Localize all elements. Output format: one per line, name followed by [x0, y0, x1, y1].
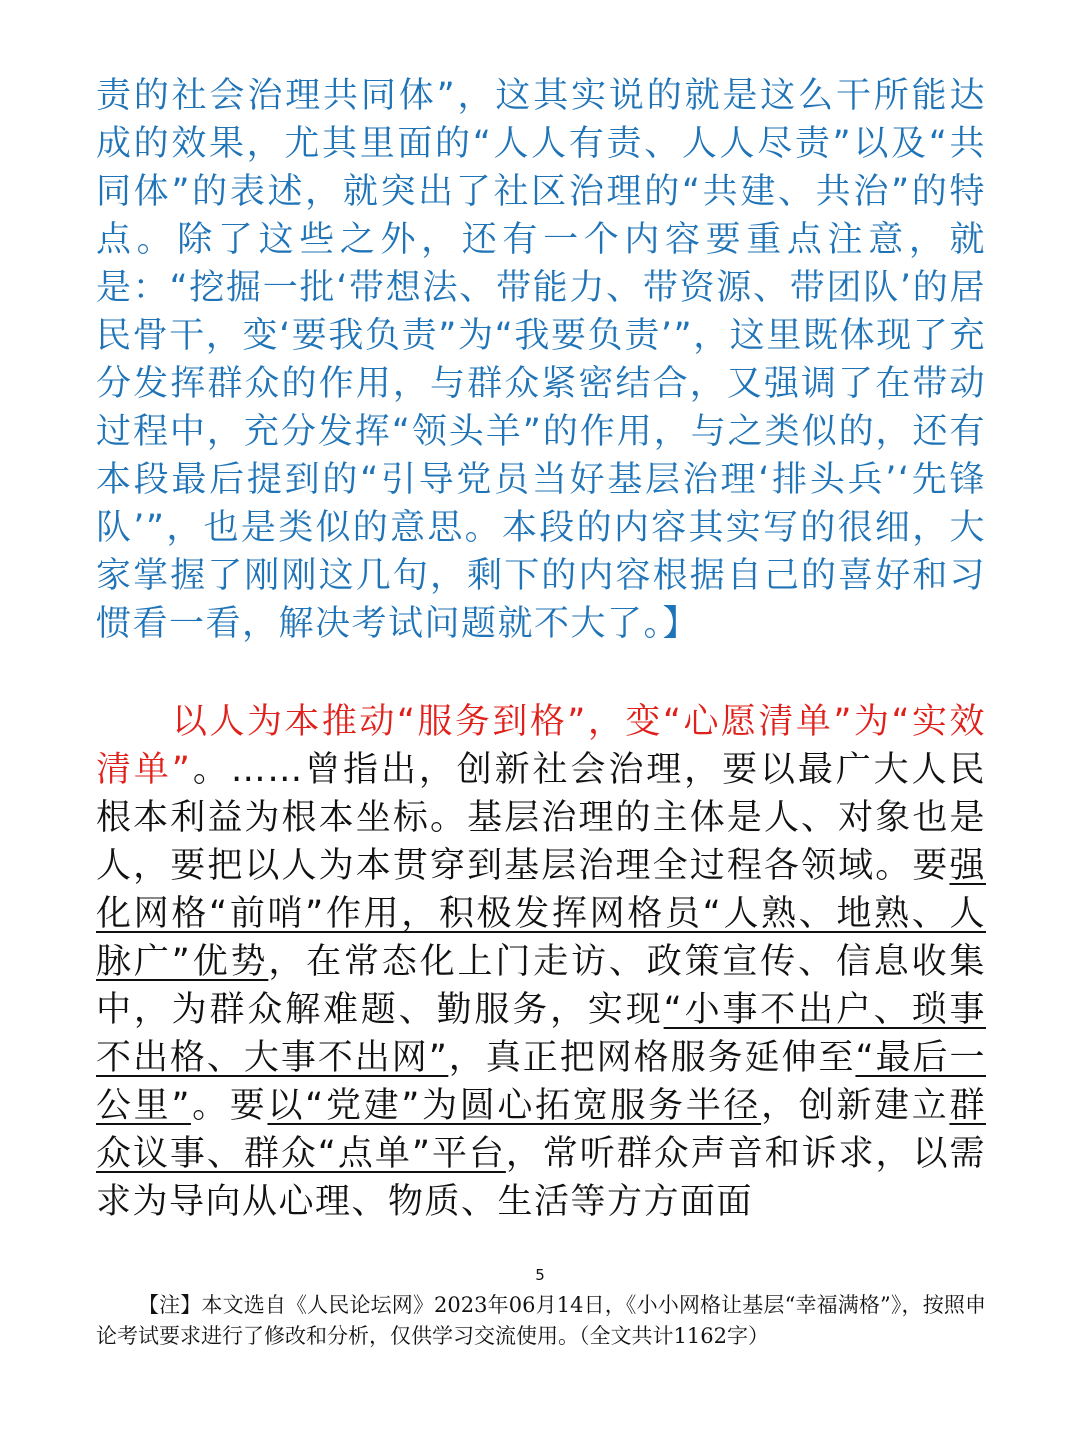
- page-number: 5: [535, 1266, 545, 1284]
- analysis-paragraph: 责的社会治理共同体”，这其实说的就是这么干所能达成的效果，尤其里面的“人人有责、人人尽责”以及“共同体”的表述，就突出了社区治理的“共建、共治”的特点。除了这些之外，还有一个内容要重点注意，就是：“挖掘一批‘带想法、带能力、带资源、带团队’的居民骨干，变‘要我负责”为“我要负责’”，这里既体现了充分发挥群众的作用，与群众紧密结合，又强调了在带动过程中，充分发挥“领头羊”的作用，与之类似的，还有本段最后提到的“引导党员当好基层治理‘排头兵’‘先锋队’”，也是类似的意思。本段的内容其实写的很细，大家掌握了刚刚这几句，剩下的内容根据自己的喜好和习惯看一看，解决考试问题就不大了。】: [96, 76, 986, 644]
- body-text-4: 。要: [190, 1086, 268, 1126]
- underlined-text-5: 群众议事、群众“点单”平台: [96, 1086, 986, 1174]
- underlined-text-2: “小事不出户、琐事不出格、大事不出网”: [96, 990, 986, 1078]
- body-text-6: ，常听群众声音和诉求，以需求为导向从心理、物质、生活等方方面面: [96, 1134, 986, 1222]
- lead-heading: 以人为本推动“服务到格”，变“心愿清单”为“实效清单”: [96, 702, 986, 790]
- source-note: 【注】本文选自《人民论坛网》2023年06月14日，《小小网格让基层“幸福满格”》，按照申论考试要求进行了修改和分析，仅供学习交流使用。（全文共计1162字）: [96, 1293, 986, 1348]
- underlined-text-4: 以“党建”为圆心拓宽服务半径: [267, 1086, 762, 1126]
- underlined-text-3: “最后一公里”: [96, 1038, 986, 1126]
- body-text-5: ，创新建立: [761, 1086, 950, 1126]
- body-text-2: ，在常态化上门走访、政策宣传、信息收集中，为群众解难题、勤服务，实现: [96, 942, 986, 1030]
- body-text-1: 。……曾指出，创新社会治理，要以最广大人民根本利益为根本坐标。基层治理的主体是人、对象也是人，要把以人为本贯穿到基层治理全过程各领域。要: [96, 750, 986, 886]
- underlined-text-1: 强化网格“前哨”作用，积极发挥网格员“人熟、地熟、人脉广”优势: [96, 846, 986, 982]
- body-text-3: ，真正把网格服务延伸至: [448, 1038, 856, 1078]
- body-paragraph: [96, 698, 986, 1226]
